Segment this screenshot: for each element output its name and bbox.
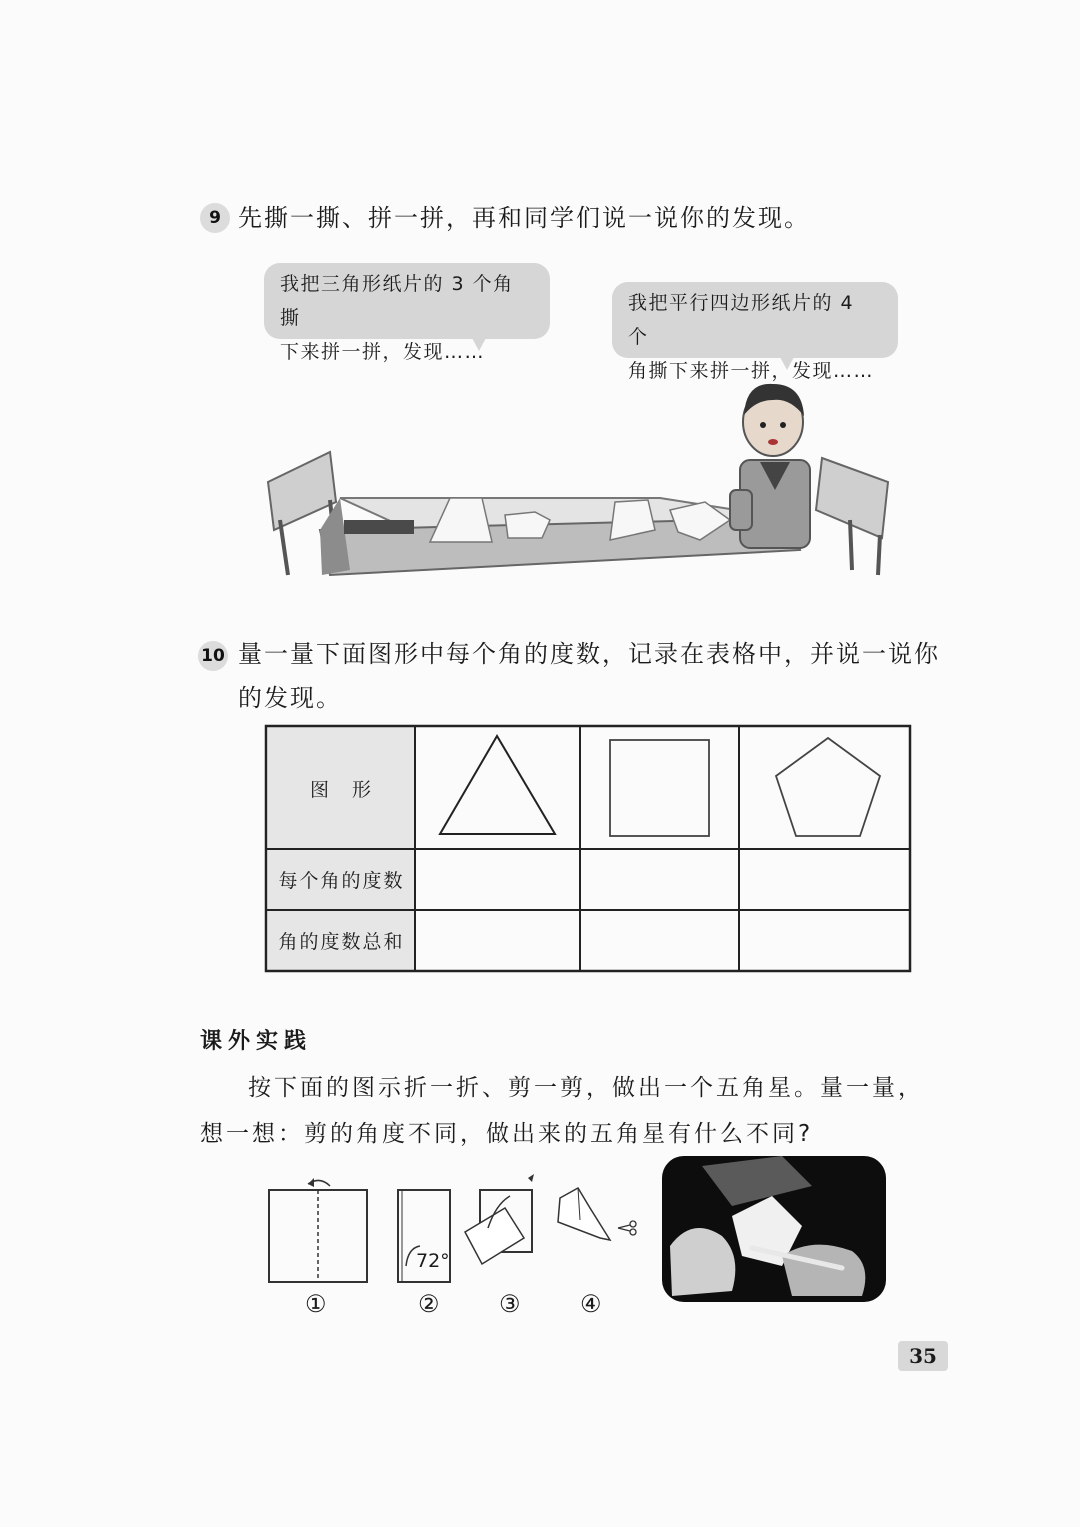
folding-steps-diagram (260, 1168, 650, 1288)
page-number: 35 (898, 1341, 948, 1371)
question-9-number: 9 (200, 203, 230, 233)
desk-icon (320, 498, 800, 575)
classroom-illustration (260, 370, 900, 580)
angle-72-label: 72° (416, 1250, 450, 1272)
square-shape (610, 740, 709, 836)
speech-bubble-right (612, 282, 898, 382)
step-label-3: ③ (499, 1290, 521, 1318)
speech-bubble-right-line2: 角撕下来拼一拼，发现…… (628, 360, 875, 382)
question-10-text-line2: 的发现。 (238, 684, 342, 712)
table-row-label-each-angle: 每个角的度数 (268, 849, 415, 910)
table-row-label-angle-sum: 角的度数总和 (268, 910, 415, 970)
speech-bubble-left-line2: 下来拼一拼，发现…… (280, 341, 486, 363)
question-10-text-line1: 量一量下面图形中每个角的度数，记录在表格中，并说一说你 (238, 640, 940, 668)
right-chair-icon (816, 458, 888, 575)
table-header-shape: 图 形 (268, 727, 415, 849)
question-9-text: 先撕一撕、拼一拼，再和同学们说一说你的发现。 (238, 204, 810, 232)
triangle-shape (440, 736, 555, 834)
fold-step-1-icon (269, 1178, 367, 1282)
speech-bubble-right-line1: 我把平行四边形纸片的 4 个 (628, 292, 855, 348)
boy-icon (730, 384, 810, 548)
fold-step-3-icon (465, 1174, 534, 1264)
table-grid (264, 724, 912, 974)
cutting-star-photo (662, 1156, 886, 1302)
step-label-4: ④ (580, 1290, 602, 1318)
pentagon-shape (776, 738, 880, 836)
practice-section-title: 课外实践 (200, 1029, 313, 1054)
practice-instruction-line2: 想一想：剪的角度不同，做出来的五角星有什么不同? (200, 1121, 814, 1147)
step-label-1: ① (305, 1290, 327, 1318)
scissors-icon (618, 1221, 636, 1235)
speech-bubble-left (264, 263, 550, 363)
speech-bubble-left-line1: 我把三角形纸片的 3 个角撕 (280, 273, 514, 329)
step-label-2: ② (418, 1290, 440, 1318)
question-10-number: 10 (198, 641, 228, 671)
practice-instruction-line1: 按下面的图示折一折、剪一剪，做出一个五角星。量一量， (248, 1075, 924, 1101)
fold-step-4-icon (558, 1188, 610, 1240)
